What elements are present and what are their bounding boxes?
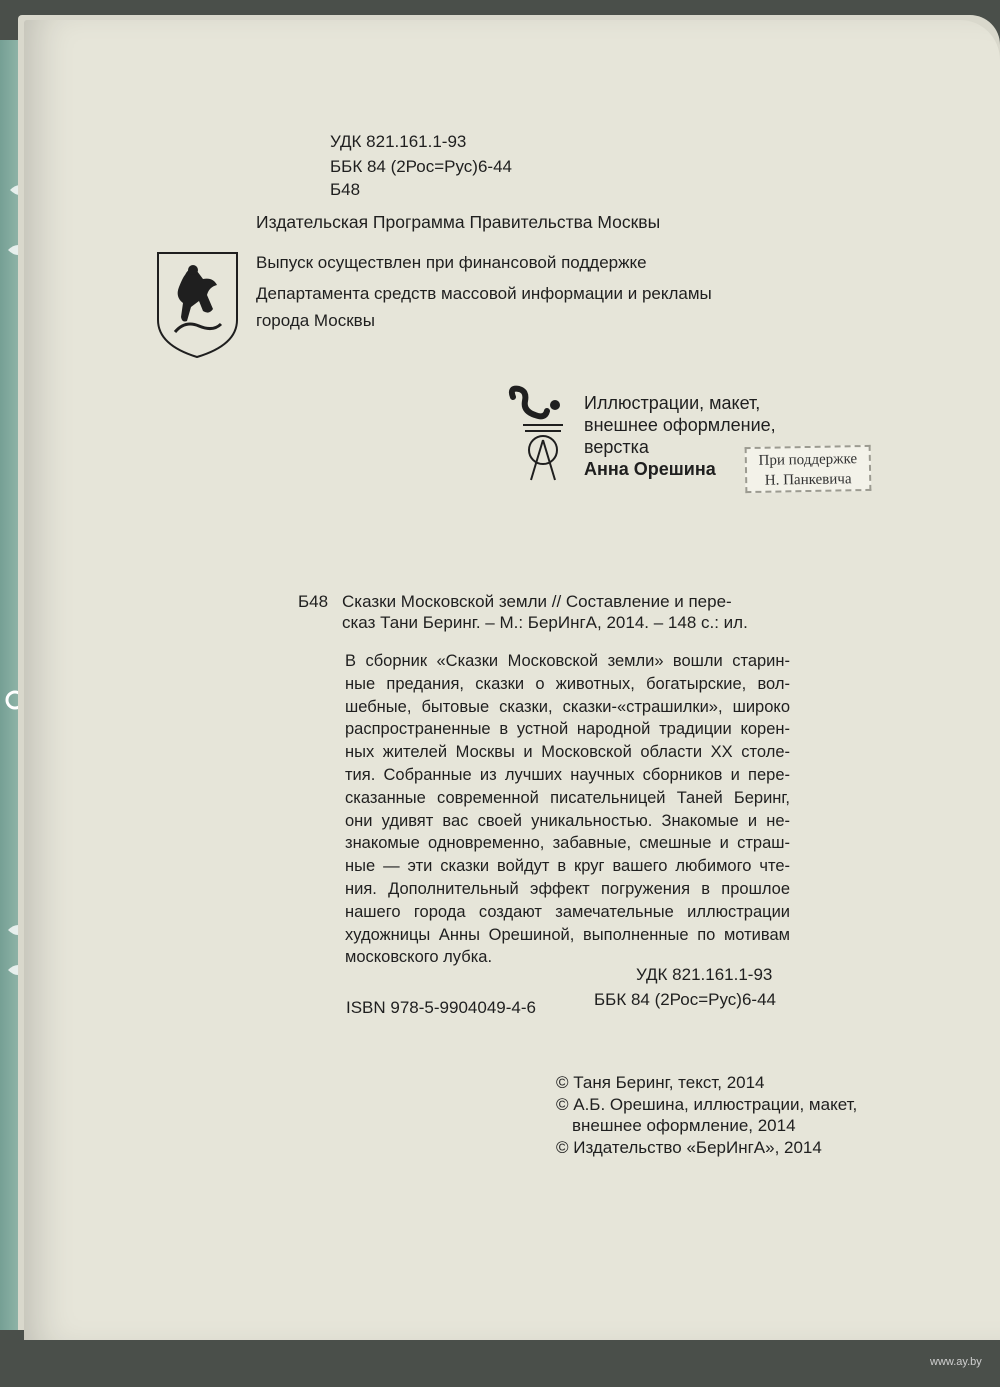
credits-line: внешнее оформление, <box>584 415 776 435</box>
book-description <box>345 650 790 969</box>
author-mark: Б48 <box>330 180 361 199</box>
description-line: сказанные современной писательницей Таней Беринг, <box>345 788 790 807</box>
credits-line: Иллюстрации, макет, <box>584 393 761 413</box>
stamp-line: Н. Панкевича <box>764 471 852 489</box>
description-line: В сборник «Сказки Московской земли» вошли старин- <box>345 652 790 670</box>
publishing-program-title: Издательская Программа Правительства Москвы <box>256 212 661 232</box>
description-line: художницы Анны Орешиной, выполненные по мотивам <box>345 925 790 944</box>
support-stamp <box>745 445 872 493</box>
copyright-line: © А.Б. Орешина, иллюстрации, макет, <box>556 1095 858 1114</box>
credits-line: верстка <box>584 437 649 457</box>
description-line: распространенные в устной народной традиции корен- <box>345 720 790 739</box>
description-line: ния. Дополнительный эффект погружения в прошлое <box>345 879 790 898</box>
bibliography-mark: Б48 <box>298 592 329 611</box>
bbk-code: ББК 84 (2Рос=Рус)6-44 <box>330 157 512 176</box>
description-line: знакомые одновременно, забавные, смешные и страш- <box>345 834 790 853</box>
copyright-line: внешнее оформление, 2014 <box>572 1116 796 1135</box>
description-line: ные — эти сказки войдут в круг вашего любимого чте- <box>345 857 790 876</box>
bibliography-line: Сказки Московской земли // Составление и пере- <box>342 592 732 611</box>
bbk-code-bottom: ББК 84 (2Рос=Рус)6-44 <box>594 990 776 1009</box>
description-line: тия. Собранные из лучших научных сборников и пере- <box>345 765 790 784</box>
moscow-coat-of-arms-icon <box>155 250 240 360</box>
udk-code: УДК 821.161.1-93 <box>330 132 467 151</box>
udk-code-bottom: УДК 821.161.1-93 <box>636 965 773 984</box>
sponsor-line: Департамента средств массовой информации и рекламы <box>256 284 712 303</box>
description-line: нашего города создают замечательные иллюстрации <box>345 902 790 921</box>
copyright-line: © Таня Беринг, текст, 2014 <box>556 1073 765 1092</box>
description-line: они удивят вас своей уникальностью. Знакомые и не- <box>345 811 790 830</box>
sponsor-line: города Москвы <box>256 311 375 330</box>
bibliography-line: сказ Тани Беринг. – М.: БерИнгА, 2014. – 148 с.: ил. <box>342 613 748 632</box>
stamp-line: При поддержке <box>758 451 858 469</box>
description-line: ные предания, сказки о животных, богатырские, вол- <box>345 674 790 693</box>
isbn: ISBN 978-5-9904049-4-6 <box>346 998 536 1017</box>
copyright-line: © Издательство «БерИнгА», 2014 <box>556 1138 822 1157</box>
sponsor-line: Выпуск осуществлен при финансовой поддержке <box>256 253 647 272</box>
description-line: ных жителей Москвы и Московской области XX столе- <box>345 743 790 762</box>
illustrator-name: Анна Орешина <box>584 459 716 479</box>
site-watermark: www.ay.by <box>930 1356 982 1368</box>
description-line: московского лубка. <box>345 948 493 967</box>
description-line: шебные, бытовые сказки, сказки-«страшилки», широко <box>345 697 790 716</box>
illustrator-logo-icon <box>503 385 573 485</box>
